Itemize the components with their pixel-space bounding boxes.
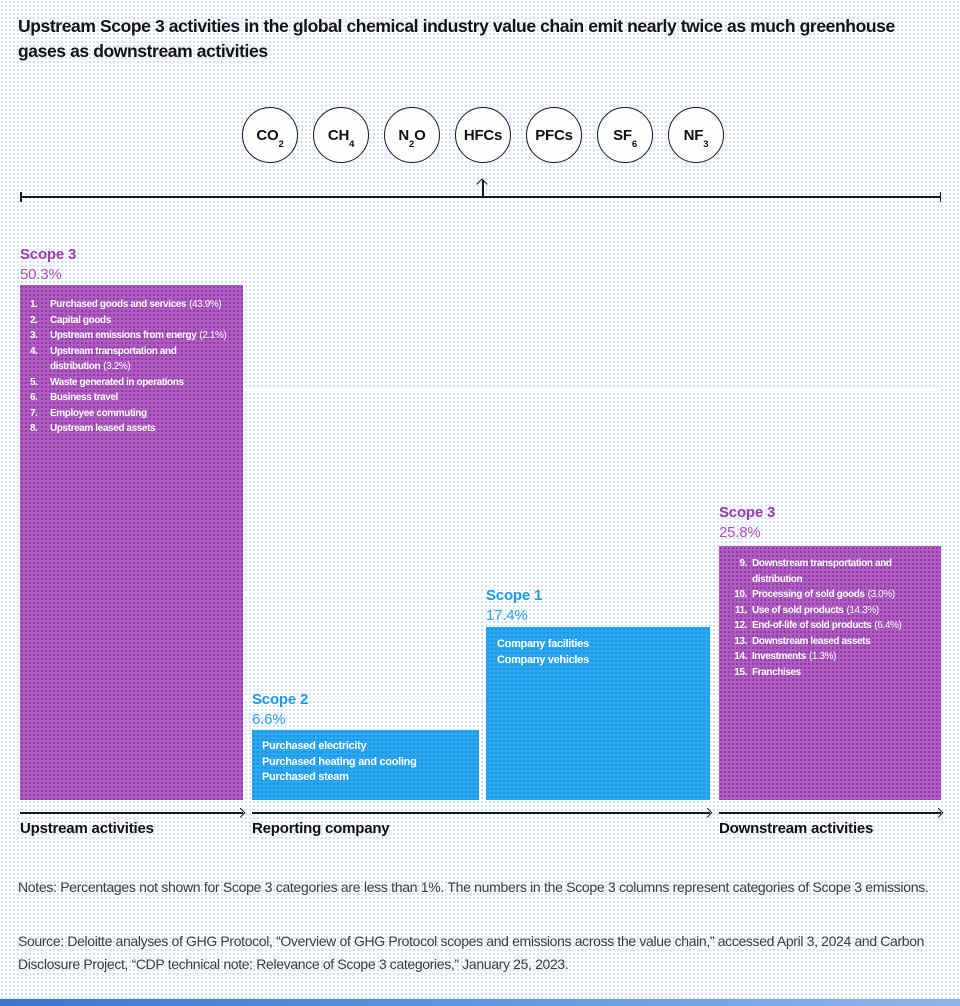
scope3-upstream-bar — [20, 285, 243, 800]
category-item: 5. Waste generated in operations — [30, 376, 184, 388]
category-item: 10. Processing of sold goods (3.0%) — [734, 589, 895, 600]
gas-label: $N_2O$ — [398, 126, 426, 150]
scope2-item: Purchased heating and cooling — [262, 755, 417, 768]
chart-title: Upstream Scope 3 activities in the global chemical industry value chain emit nearly twice as much greenhouse gases as downstream activities — [18, 16, 895, 61]
gas-circle-pfcs — [526, 107, 582, 163]
left-end-tick — [20, 192, 22, 202]
right-end-tick — [940, 192, 942, 202]
gas-circle-hfcs — [455, 107, 511, 163]
scope1-bar — [486, 627, 710, 800]
gas-label: $CO_2$ — [256, 126, 284, 150]
scope-percent: 6.6% — [252, 711, 286, 728]
reporting-company-arrow-icon — [252, 812, 710, 814]
scope2-bar — [252, 730, 479, 800]
gas-circle-ch4 — [313, 107, 369, 163]
scope1-item: Company facilities — [497, 638, 589, 650]
category-item: 1. Purchased goods and services (43.9%) — [30, 299, 222, 310]
gas-circle-n2o — [384, 107, 440, 163]
bottom-strip — [0, 999, 960, 1006]
category-item: 15. Franchises — [734, 666, 801, 678]
scope1-item: Company vehicles — [497, 653, 589, 666]
scope-percent: 25.8% — [719, 524, 761, 541]
scope-name: Scope 3 — [719, 504, 776, 521]
category-item: 6. Business travel — [30, 392, 118, 403]
downstream-arrow-icon — [719, 812, 941, 814]
gas-circle-sf6 — [597, 107, 653, 163]
gas-circle-co2 — [242, 107, 298, 163]
scope2-label — [252, 690, 308, 730]
source-text: Source: Deloitte analyses of GHG Protocol, “Overview of GHG Protocol scopes and emissions across the value chain,” accessed April 3, 2024 and Carbon Disclosure Project, “CDP technical note: Relevance of Scope 3 categories,” January 25, 2023. — [18, 933, 925, 972]
category-item: 3. Upstream emissions from energy (2.1%) — [30, 330, 227, 341]
scope3-downstream-bar — [719, 546, 941, 800]
axis-label-upstream: Upstream activities — [20, 820, 154, 837]
upstream-arrow-icon — [20, 812, 243, 814]
category-item: 7. Employee commuting — [30, 407, 147, 419]
category-item: 13. Downstream leased assets — [734, 635, 871, 647]
category-item: 2. Capital goods — [30, 314, 111, 326]
gas-label: $SF_6$ — [613, 126, 637, 150]
scope2-item: Purchased steam — [262, 771, 349, 783]
gas-label: PFCs — [535, 126, 573, 144]
scope-name: Scope 3 — [20, 246, 77, 263]
gas-label: HFCs — [463, 126, 503, 144]
category-item: 9. Downstream transportation and distribution — [739, 558, 892, 585]
scope-name: Scope 2 — [252, 691, 309, 708]
category-item: 12. End-of-life of sold products (6.4%) — [734, 620, 902, 631]
scope3-downstream-label — [719, 503, 775, 543]
gas-circle-nf3 — [668, 107, 724, 163]
gas-label: $CH_4$ — [327, 126, 355, 150]
category-item: 11. Use of sold products (14.3%) — [734, 604, 879, 616]
scope3-upstream-label — [20, 245, 76, 285]
value-chain-span-line — [20, 196, 941, 198]
up-arrow-head-icon — [476, 178, 487, 189]
scope1-label — [486, 586, 542, 626]
notes-text: Notes: Percentages not shown for Scope 3 categories are less than 1%. The numbers in the Scope 3 columns represent categories of Scope 3 emissions. — [18, 879, 929, 895]
gas-label: $NF_3$ — [683, 126, 709, 150]
category-item: 8. Upstream leased assets — [30, 423, 156, 434]
category-item: 4. Upstream transportation and distribution (3.2%) — [30, 345, 177, 372]
category-item: 14. Investments (1.3%) — [734, 651, 837, 662]
axis-label-downstream: Downstream activities — [719, 820, 874, 837]
scope-percent: 50.3% — [20, 266, 62, 283]
axis-label-reporting: Reporting company — [252, 820, 390, 837]
scope2-item: Purchased electricity — [262, 740, 367, 752]
scope-name: Scope 1 — [486, 587, 543, 604]
scope-percent: 17.4% — [486, 607, 528, 624]
